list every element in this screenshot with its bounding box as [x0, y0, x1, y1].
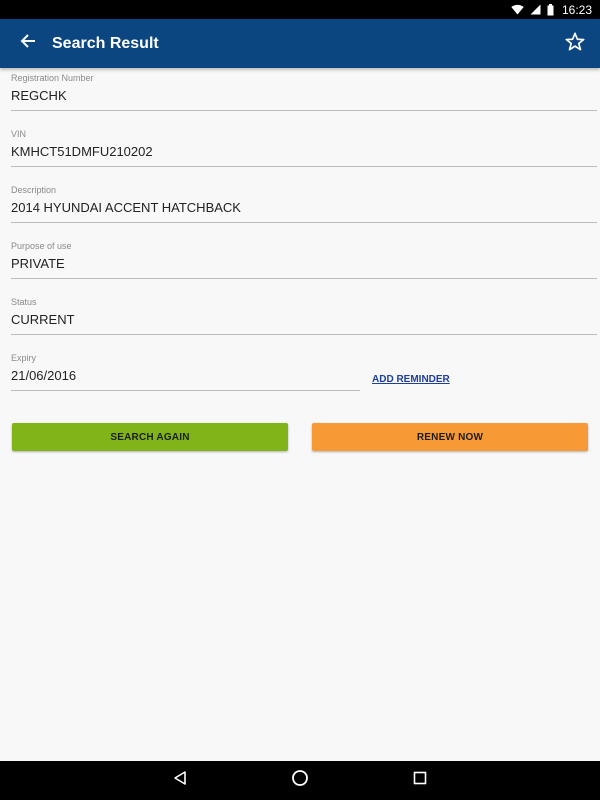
- renew-now-button[interactable]: RENEW NOW: [312, 423, 588, 451]
- back-arrow-icon: [20, 33, 36, 54]
- star-icon: [564, 31, 586, 58]
- field-value: REGCHK: [11, 85, 597, 111]
- page-title: Search Result: [52, 34, 159, 52]
- field-label: Expiry: [11, 353, 37, 363]
- status-bar: [0, 0, 600, 19]
- wifi-icon: [511, 4, 524, 15]
- battery-icon: [547, 4, 554, 16]
- field-value: PRIVATE: [11, 253, 597, 279]
- system-nav-bar: [0, 761, 600, 800]
- signal-icon: [530, 4, 541, 15]
- field-label: VIN: [11, 129, 27, 139]
- field-label: Description: [11, 185, 57, 195]
- add-reminder-link[interactable]: ADD REMINDER: [372, 374, 450, 385]
- search-again-button[interactable]: SEARCH AGAIN: [12, 423, 288, 451]
- field-value: KMHCT51DMFU210202: [11, 141, 597, 167]
- field-value: 2014 HYUNDAI ACCENT HATCHBACK: [11, 197, 597, 223]
- field-status: [11, 295, 597, 335]
- field-label: Purpose of use: [11, 241, 72, 251]
- nav-recents-icon: [413, 771, 427, 790]
- field-purpose-of-use: [11, 239, 597, 279]
- field-value: CURRENT: [11, 309, 597, 335]
- field-description: [11, 183, 597, 223]
- field-vin: [11, 127, 597, 167]
- back-button[interactable]: [0, 19, 56, 68]
- field-value: 21/06/2016: [11, 365, 360, 391]
- field-expiry: [11, 351, 360, 391]
- nav-back-icon: [172, 770, 188, 791]
- nav-home-icon: [291, 769, 309, 792]
- field-label: Registration Number: [11, 73, 94, 83]
- favorite-button[interactable]: [562, 31, 588, 57]
- clock: 16:23: [561, 2, 592, 17]
- nav-recents-button[interactable]: [400, 761, 440, 800]
- field-registration-number: [11, 71, 597, 111]
- nav-back-button[interactable]: [160, 761, 200, 800]
- field-label: Status: [11, 297, 37, 307]
- nav-home-button[interactable]: [280, 761, 320, 800]
- app-bar: [0, 19, 600, 68]
